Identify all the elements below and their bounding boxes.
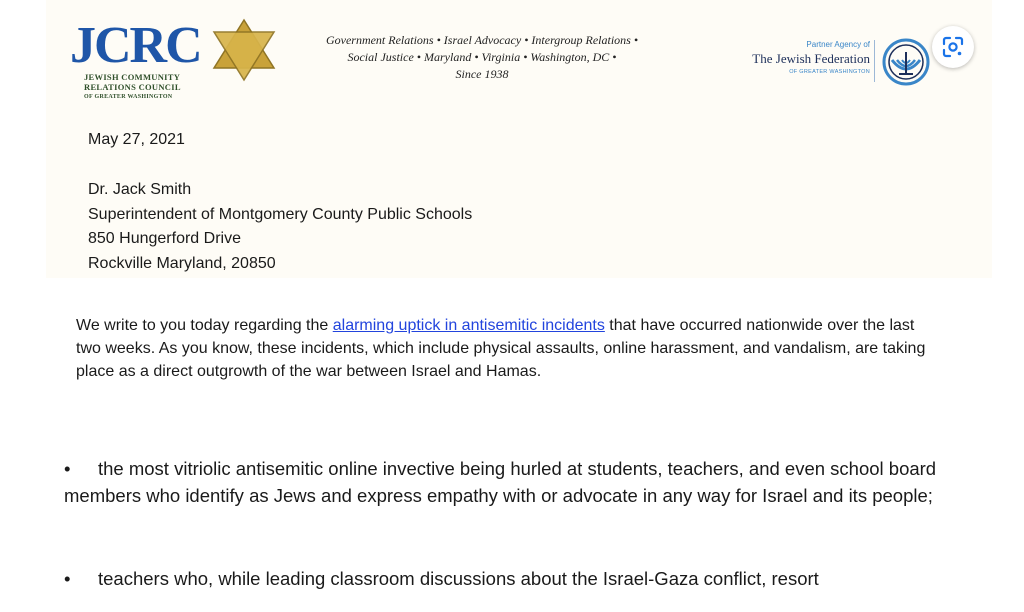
logo-subtitle: JEWISH COMMUNITY RELATIONS COUNCIL OF GREATER WASHINGTON bbox=[84, 72, 181, 100]
federation-subtitle: OF GREATER WASHINGTON bbox=[789, 69, 870, 75]
letterhead-tagline: Government Relations • Israel Advocacy • Intergroup Relations • Social Justice • Maryland • Virginia • Washington, DC • Since 1938 bbox=[325, 33, 639, 81]
jcrc-logo bbox=[70, 18, 280, 108]
federation-partner-label: Partner Agency of bbox=[806, 40, 870, 49]
antisemitic-incidents-link[interactable]: alarming uptick in antisemitic incidents bbox=[332, 317, 605, 334]
google-lens-button[interactable] bbox=[932, 26, 974, 68]
recipient-title: Superintendent of Montgomery County Public Schools bbox=[88, 205, 473, 223]
federation-logo bbox=[752, 38, 940, 88]
recipient-address bbox=[88, 178, 472, 276]
federation-name: The Jewish Federation bbox=[752, 51, 870, 66]
federation-menorah-icon bbox=[882, 38, 930, 86]
federation-divider bbox=[874, 40, 875, 82]
logo-letters: JCRC bbox=[70, 17, 201, 74]
recipient-name: Dr. Jack Smith bbox=[88, 181, 192, 198]
letter-date: May 27, 2021 bbox=[88, 131, 185, 148]
bullet-dot: • bbox=[64, 458, 71, 479]
recipient-street: 850 Hungerford Drive bbox=[88, 230, 241, 247]
google-lens-icon bbox=[941, 35, 965, 59]
bullet-dot: • bbox=[64, 568, 71, 589]
intro-paragraph: We write to you today regarding the alarming uptick in antisemitic incidents that have occurred nationwide over the last two weeks. As you know, these incidents, which include physical assaults, online harassment, and vandalism, are taking place as a direct outgrowth of the war between Israel and Hamas. bbox=[76, 317, 926, 380]
bullet-item: • the most vitriolic antisemitic online invective being hurled at students, teachers, and even school board members who identify as Jews and express empathy with or advocate in any way for Israel and its people; bbox=[64, 458, 937, 506]
recipient-city: Rockville Maryland, 20850 bbox=[88, 254, 276, 272]
bullet-item: • teachers who, while leading classroom discussions about the Israel-Gaza conflict, resort bbox=[64, 566, 984, 593]
